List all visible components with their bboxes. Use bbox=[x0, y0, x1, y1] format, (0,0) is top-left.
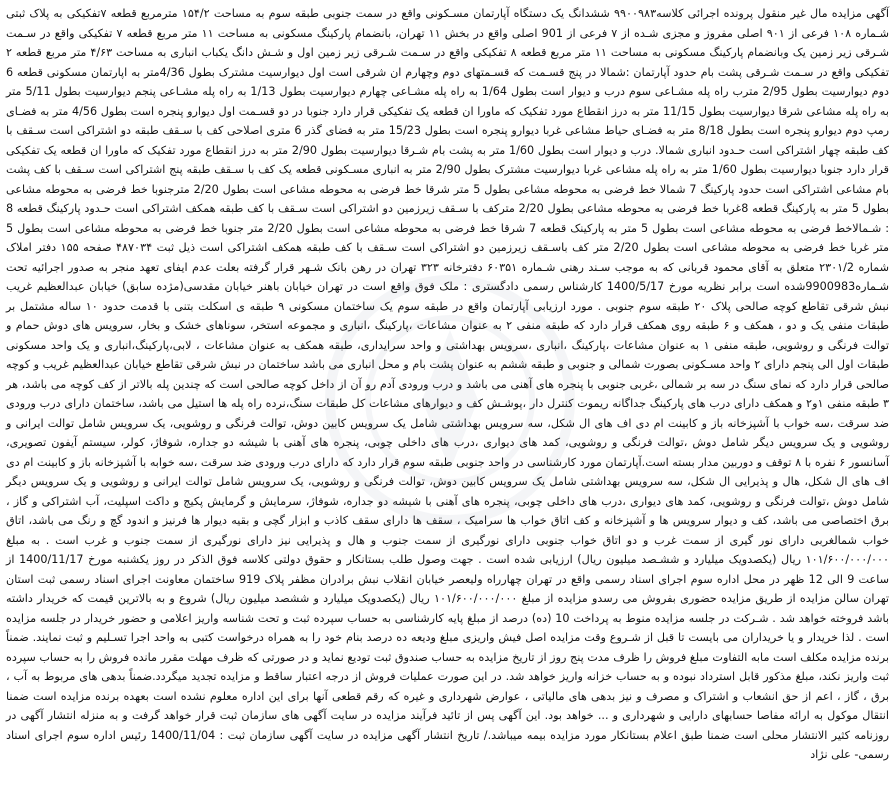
auction-notice-text: آگهی مزایده مال غیر منقول پرونده اجرائی کلاسه۹۹۰۰۹۸۳ ششدانگ یک دستگاه آپارتمان مسـکونی واقع در سمت جنوبی طبقه سوم به مساحت ۱۵۴/۲ مترمربع قطعه ۷تفکیکی به پلاک ثبتی شـماره ۱۰۸ فرعی از ۹۰۱ اصلی مفروز و مجزی شـده از ۷ فرعی از 901 اصلی واقع در بخش ۱۱ تهران، بانضمام پارکینگ مسکونی به مساحت ۱۱ متر مربع قطعه ۷ تفکیکی واقع در سـمت شـرقی زیر زمین یک وبانضمام پارکینگ مسکونی به مساحت ۱۱ متر مربع قطعه ۸ تفکیکی واقع در سـمت شـرقی زیر زمین اول و شـش دانگ یکباب انباری به مساحت ۴/۶۳ متر مربع قطعه ۲ تفکیکی واقع در سـمت شـرقی پشت بام حدود آپارتمان :شمالا در پنج قسـمت که قسـمتهای دوم وچهارم ان شرقی است اول دیوارسیت مشترک بطول 4/36متر به اپارتمان مسکونی قطعه 6 دوم دیوارسیت بطول 2/95 مترب راه پله مشـاعی سوم درب و دیوار است بطول 1/64 به راه پله مشـاعی چهارم دیوارسیت بطول 1/13 به راه پله مشـاعی پنجم دیوارسیت بطول 5/11 متر به راه پله مشاعی شرقا دیوارسیت بطول 11/15 متر به درز انقطاع مورد تفکیک که ماورا ان قطعه یک تفکیکی قرار دارد جنوبا در دو قسـمت اول دیوارو پنجره است بطول 4/56 متر به فضـای رمپ دوم دیوارو پنجره است بطول 8/18 متر به فضـای حیاط مشاعی غربا دیوارو پنجره است بطول 15/23 متر به فضای گذر 6 متری اصلاحی کف با سـقف طبقه دو اشتراکی است سـقف با کف طبقه چهار اشتراکی است حـدود انباری شمالا. درب و دیوار است بطول 1/60 متر به پشت بام شـرقا دیوارسیت بطول 2/90 متر به درز انقطاع مورد تفکیک که ماورا ان قطعه یک تفکیکی قرار دارد جنوبا دیوارسیت بطول 1/60 متر به راه پله مشاعی غربا دیوارسیت مشترک بطول 2/90 متر به انباری مسـکونی قطعه یک کف با سـقف طبقه پنج اشتراکی است سـقف با کف پشت بام مشاعی اشتراکی است حدود پارکینگ 7 شمالا خط فرضی به محوطه مشاعی بطول 5 متر شرقا خط فرضی به محوطه مشاعی است بطول 2/20 مترجنوبا خط فرضی به محوطه مشاعی بطول 5 متر به پارکینگ قطعه 8غربا خط فرضی به محوطه مشاعی بطول 2/20 مترکف با سـقف زیرزمین دو اشتراکی است سـقف با کف طبقه همکف اشتراکی است حـدود پارکینگ قطعه 8 : شـمالاخط فرضی به محوطه مشاعی است بطول 5 متر به پارکینک قطعه 7 شرقا خط فرضی به محوطه مشاعی است بطول 2/20 متر جنوبا خط فرضی به محوطه مشاعی است بطول 5 متر غربا خط فرضی به محوطه مشاعی است بطول 2/20 متر کف باسـقف زیرزمین دو اشتراکی است سـقف با کف طبقه همکف اشتراکی است ذیل ثبت ۴۸۷۰۳۴ صفحه ۱۵۵ دفتر املاک شماره ۲۳۰۱/2 متعلق به آقای محمود قربانی که به موجب سـند رهنی شـماره ۶۰۳۵۱ دفترخانه ۳۲۳ تهران در رهن بانک شـهر قرار گرفته بعلت عدم ایفای تعهد منجر به صدور اجرائیه تحت شـماره9900983شده است برابر نظریه مورخ 1400/5/17 کارشناس رسمی دادگستری : ملک فوق واقع است در تهران خیابان باهنر خیابان مقدسی(مژده سابق) خیابان عبدالعظیم غریب نبش شرقی تقاطع کوچه صالحی پلاک ۲۰ طبقه سوم جنوبی . مورد ارزیابی آپارتمان واقع در طبقه سوم یک ساختمان مسکونی ۹ طبقه ی اسکلت بتنی با قدمت حدود ۱۰ ساله مشتمل بر طبقات منفی یک و دو ، همکف و ۶ طبقه روی همکف قرار دارد که طبقه منفی ۲ به عنوان مشاعات ،پارکینگ ،انباری و مجموعه استخر، سوناهای خشک و بخار، سرویس های دوش حمام و توالت فرنگی و روشویی، طبقه منفی ۱ به عنوان مشاعات ،پارکینگ ،انباری ،سرویس بهداشتی و واحد سرایداری، طبقه همکف به عنوان مشاعات ، لابی،پارکینگ،انباری و یک واحد مسکونی طبقات اول الی پنجم دارای ۲ واحد مسـکونی بصورت شمالی و جنوبی و طبقه ششم به عنوان پشت بام و محل انباری می باشد ساختمان در نبش شرقی تقاطع خیابان عبدالعظیم غریب و کوچه صالحی قرار دارد که نمای سنگ در سه بر شمالی ،غربی جنوبی با پنجره های آهنی می باشد و درب ورودی آدم رو آن از داخل کوچه صالحی است که چندین پله بالاتر از کف کوچه می باشد، هر ۳ طبقه منفی ۱و۲ و همکف دارای درب های پارکینگ جداگانه ریموت کنترل دار ،پوشـش کف و دیوارهای مشاعات کل طبقات سنگ،نرده راه پله ها استیل می باشد، ساختمان دارای درب ورودی ضد سرقت ،سه خواب با آشپزخانه باز و کابینت ام دی اف های ال شکل، سه سرویس بهداشتی شامل یک سرویس کابین دوش، توالت فرنگی و روشویی، یک سرویس شامل توالت ایرانی و روشویی و یک سرویس دیگر شامل دوش ،توالت فرنگی و روشویی، کمد های دیواری ،درب های داخلی چوبی، پنجره های آهنی با شیشه دو جداره، شوفاژ، کولر، سیستم آیفون تصویری، آسانسور ۶ نفره با ۸ توقف و دوربین مدار بسته است.آپارتمان مورد کارشناسی در واحد جنوبی طبقه سوم قرار دارد که دارای درب ورودی ضد سرقت ،سه خوابه با آشپزخانه باز و کابینت ام دی اف های ال شکل، هال و پذیرایی ال شکل، سه سرویس بهداشتی شامل یک سرویس کابین دوش، توالت فرنگی و روشویی، یک سرویس شامل توالت ایرانی و روشویی و یک سرویس دیگر شامل دوش ،توالت فرنگی و روشویی، کمد های دیواری ،درب های داخلی چوبی، پنجره های آهنی با شیشه دو جداره، شوفاژ، سرمایش و گرمایش پکیج و داکت اسپلیت، آب اشتراکی و گاز ، برق اختصاصی می باشد، کف و دیوار سرویس ها و آشپزخانه و کف اتاق خواب ها سرامیک ، سقف ها دارای سقف کاذب و ابزار گچی و بقیه دیوار ها فرنیز و اندود گچ و رنگ می باشد، اتاق خواب شمالغربی دارای نور گیری از سمت غرب و دو اتاق خواب جنوبی دارای نورگیری از سمت جنوب و هال و پذیرایی نیز دارای نورگیری از سمت جنوب و غرب است . به مبلغ ۱۰۱/۶۰۰/۰۰۰/۰۰۰ ریال (یکصدویک میلیارد و ششـصد میلیون ریال) ارزیابی شده است . جهت وصول طلب بستانکار و حقوق دولتی کلاسه فوق الذکر در روز یکشنبه مورخ 1400/11/17 از ساعت 9 الی 12 ظهر در محل اداره سوم اجرای اسناد رسمی واقع در تهران چهارراه ولیعصر خیابان انقلاب نبش برادران مظفر پلاک 919 ساختمان معاونت اجرای اسناد رسمی ثبت استان تهران سالن مزایده از طریق مزایده حضوری بفروش می رسدو مزایده از مبلغ ۱۰۱/۶۰۰/۰۰۰/۰۰۰ ریال (یکصدویک میلیارد و ششصد میلیون ریال) شروع و به بالاترین قیمت که خریدار داشته باشد فروخته خواهد شد . شـرکت در جلسه مزایده منوط به پرداخت 10 (ده) درصد از مبلغ پایه کارشناسی به حساب سپرده ثبت و تحت شناسه واریز اعلامی و حضور خریدار در جلسه مزایده است . لذا خریدار و یا خریداران می بایست تا قبل از شـروع وقت مزایده اصل فیش واریزی مبلغ ودیعه ده درصد بنام خود را به همراه درخواست کتبی به واحد اجرا تسـلیم و ثبت نمایند. ضمناً برنده مزایده مکلف است مابه التفاوت مبلغ فروش را ظرف مدت پنج روز از تاریخ مزایده به حساب صندوق ثبت تودیع نماید و در صورتی که ظرف مهلت مقرر مانده فروش را به حساب سپرده ثبت واریز نکند، مبلغ مذکور قابل استرداد نبوده و به حساب خزانه واریز خواهد شد. در این صورت عملیات فروش از درجه اعتبار ساقط و مزایده تجدید میگردد.ضمناً بدهی های مربوط به آب ، برق ، گاز ، اعم از حق انشعاب و اشتراک و مصرف و نیز بدهی های مالیاتی ، عوارض شهرداری و غیره که رقم قطعی آنها برای این اداره معلوم نشده است بعهده برنده مزایده است ضمنا انتقال موکول به ارائه مفاصا حسابهای دارایی و شهرداری و ... خواهد بود. این آگهی پس از تائید فرآیند مزایده در سایت آگهی های سازمان ثبت قرار خواهد گرفت و به منزله انتشار آگهی در روزنامه کثیر الانتشار محلی است ضمنا طبق اعلام بستانکار مورد مزایده بیمه میباشد./ تاریخ انتشار آگهی مزایده در سایت آگهی سازمان ثبت : 1400/11/04 رئیس اداره سوم اجرای اسناد رسمی- علی نژاد bbox=[6, 7, 890, 761]
